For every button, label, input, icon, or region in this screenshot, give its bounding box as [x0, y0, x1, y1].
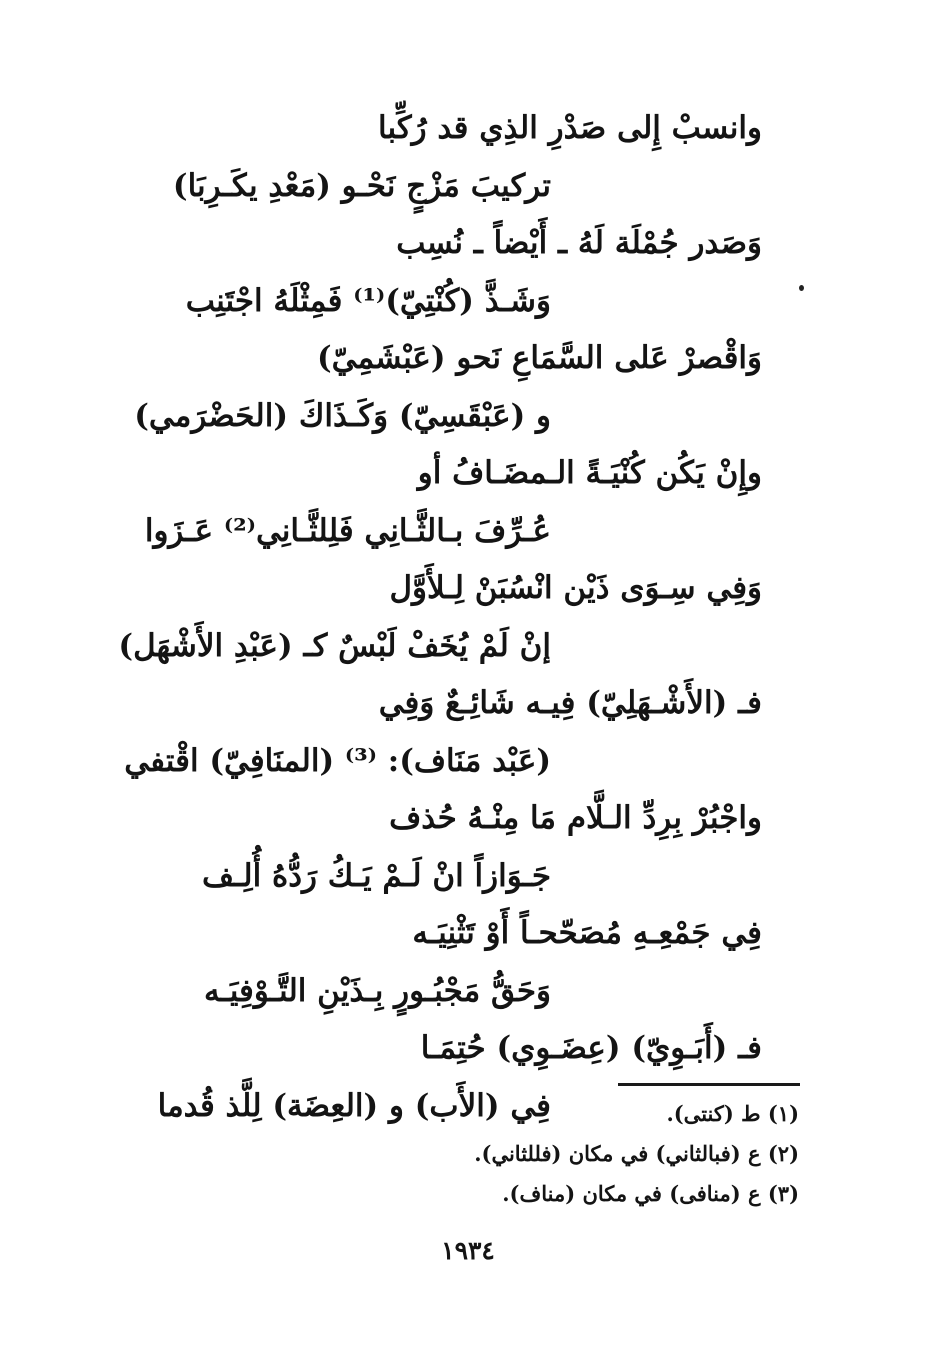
verse-line: عُـرِّفَ بـالثَّـانِي فَلِلثَّـانِي⁽²⁾ عَـزَوا	[144, 513, 551, 549]
verse-line: (عَبْد مَنَاف): ⁽³⁾ (المنَافِيّ) اقْتفي	[124, 743, 551, 779]
verse-line: وإِنْ يَكُن كُنْيَـةً الـمضَـافُ أو	[417, 455, 762, 491]
verse-line: إنْ لَمْ يُخَفْ لَبْسٌ كـ (عَبْدِ الأَشْهَل)	[118, 628, 551, 664]
verse-line: جَـوَازاً انْ لَـمْ يَـكُ رَدُّهُ أُلِـف	[201, 858, 551, 894]
verse-line: وَاقْصرْ عَلى السَّمَاعِ نَحو (عَبْشَمِيّ)	[317, 340, 762, 376]
verse-line: فـ (أَبَـوِيّ) (عِضَـوِي) حُتِمَـا	[420, 1030, 762, 1066]
footnote-3: (٣) ع (منافى) في مكان (مناف).	[502, 1181, 799, 1206]
footnote-2: (٢) ع (فبالثاني) في مكان (فللثاني).	[474, 1141, 799, 1166]
verse-line: و (عَبْقَسِيّ) وَكَـذَاكَ (الحَضْرَمي)	[134, 398, 551, 434]
verse-line: تركيبَ مَزْجٍ نَحْـو (مَعْدِ يكَـرِبَا)	[172, 168, 551, 204]
verse-line: وَفِي سِـوَى ذَيْن انْسُبَنْ لِـلأَوَّل	[389, 570, 762, 606]
footnote-1: (١) ط (كنتى).	[666, 1101, 799, 1126]
verse-line: فـ (الأَشْـهَلِيّ) فِيـه شَائِـعٌ وَفِي	[378, 685, 762, 721]
verse-line: واجْبُرْ بِرِدِّ الـلَّام مَا مِنْـهُ حُذف	[389, 800, 762, 836]
verse-line: فِي جَمْعِـهِ مُصَحّحـاً أَوْ تَثْنِيَـه	[412, 915, 762, 951]
ink-speck	[799, 285, 804, 291]
verse-line: وانسبْ إِلى صَدْرِ الذِي قد رُكِّبا	[378, 110, 762, 146]
verse-line: وَحَقُّ مَجْبُـورٍ بِـذَيْنِ التَّـوْفِيَـه	[204, 973, 551, 1009]
footnote-divider	[618, 1083, 800, 1086]
verse-line: فِي (الأَب) و (العِضَة) لِلَّذ قُدما	[157, 1088, 551, 1124]
verse-line: وَصَدر جُمْلَة لَهُ ـ أَيْضاً ـ نُسِب	[396, 225, 762, 261]
verse-line: وَشَـذَّ (كُنْتِيّ)⁽¹⁾ فَمِثْلَهُ اجْتَنِب	[185, 283, 551, 319]
page-number: ١٩٣٤	[441, 1236, 495, 1265]
